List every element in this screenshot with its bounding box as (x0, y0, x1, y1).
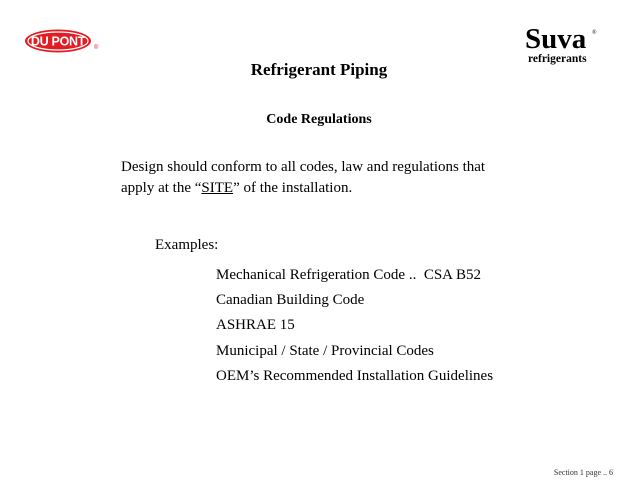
intro-line-2-after: ” of the installation. (233, 180, 353, 196)
examples-list (216, 265, 493, 391)
intro-paragraph (121, 157, 541, 199)
page-footer: Section 1 page .. 6 (553, 468, 613, 477)
example-item: Canadian Building Code (216, 292, 365, 309)
page-title: Refrigerant Piping (250, 60, 388, 79)
site-underlined-word: SITE (201, 180, 234, 196)
example-item: Municipal / State / Provincial Codes (216, 342, 434, 359)
dupont-logo-text: DU PONT (30, 34, 86, 49)
example-item: Mechanical Refrigeration Code .. CSA B52 (216, 267, 481, 283)
example-item: ASHRAE 15 (216, 317, 295, 334)
intro-line-2-before: apply at the “ (121, 180, 202, 196)
section-subtitle: Code Regulations (266, 112, 372, 127)
intro-line-2 (121, 178, 541, 199)
suva-brand-subtitle: refrigerants (528, 53, 587, 65)
dupont-registered-mark: ® (94, 45, 99, 51)
suva-registered-mark: ® (592, 30, 597, 36)
example-item: OEM’s Recommended Installation Guidelines (216, 367, 494, 384)
dupont-logo (24, 28, 100, 54)
intro-line-1: Design should conform to all codes, law and regulations that (121, 159, 486, 175)
examples-label: Examples: (155, 237, 219, 253)
suva-brand-name: Suva (525, 23, 587, 55)
